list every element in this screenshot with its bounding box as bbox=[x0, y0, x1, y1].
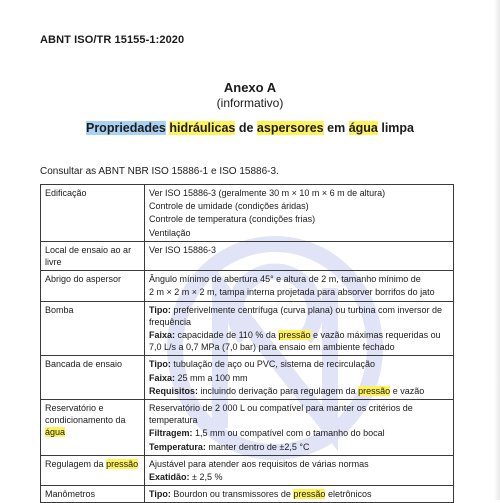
table-row bbox=[41, 400, 454, 456]
field-label: Faixa: bbox=[149, 330, 176, 341]
row-label: Bancada de ensaio bbox=[41, 356, 145, 400]
content-line: Ver ISO 15886-3 bbox=[149, 244, 217, 255]
table-row bbox=[41, 241, 454, 270]
highlighted-term: água bbox=[45, 427, 66, 438]
row-content bbox=[145, 271, 454, 301]
field-label: Tipo: bbox=[149, 304, 171, 315]
row-content bbox=[145, 486, 454, 503]
highlighted-term: pressão bbox=[278, 330, 311, 341]
table-row bbox=[41, 455, 454, 485]
table-row bbox=[41, 486, 454, 503]
row-label: Bomba bbox=[41, 301, 145, 356]
heading-word-highlighted: Propriedades bbox=[85, 121, 166, 135]
intro-paragraph: Consultar as ABNT NBR ISO 15886-1 e ISO 15886-3. bbox=[40, 166, 279, 177]
content-line: Ângulo mínimo de abertura 45° e altura de 2 m, tamanho mínimo de bbox=[149, 274, 421, 285]
row-label: Local de ensaio ao ar livre bbox=[41, 241, 145, 270]
highlighted-term: pressão bbox=[293, 489, 326, 500]
row-content bbox=[145, 241, 454, 270]
content-line: Ver ISO 15886-3 (geralmente 30 m × 10 m × 6 m de altura) bbox=[149, 188, 386, 198]
annex-heading bbox=[0, 121, 500, 135]
content-line bbox=[149, 329, 448, 353]
page-edge-shadow bbox=[494, 0, 500, 500]
content-line bbox=[149, 372, 448, 384]
label-text: Regulagem da bbox=[45, 458, 104, 469]
content-line bbox=[149, 385, 448, 397]
row-label bbox=[41, 400, 145, 456]
content-line: Ventilação bbox=[149, 227, 191, 238]
field-text: eletrônicos bbox=[327, 489, 372, 500]
row-content bbox=[145, 400, 454, 456]
heading-word-highlighted: aspersores bbox=[256, 121, 324, 135]
field-label: Tipo: bbox=[149, 489, 171, 500]
document-code: ABNT ISO/TR 15155-1:2020 bbox=[40, 34, 185, 46]
heading-word: limpa bbox=[381, 121, 415, 135]
table-row bbox=[41, 301, 454, 356]
content-line: Reservatório de 2 000 L ou compatível para manter os critérios de temperatura bbox=[149, 403, 413, 426]
row-content bbox=[145, 185, 454, 242]
field-label: Temperatura: bbox=[149, 441, 206, 452]
requirements-table bbox=[40, 184, 454, 503]
field-label: Tipo: bbox=[149, 359, 171, 370]
field-text: 1,5 mm ou compatível com o tamanho do bocal bbox=[195, 428, 385, 439]
content-line: Ajustável para atender aos requisitos de várias normas bbox=[149, 458, 369, 469]
field-label: Requisitos: bbox=[149, 385, 199, 396]
content-line bbox=[149, 358, 448, 370]
row-label: Manômetros bbox=[41, 486, 145, 503]
annex-title: Anexo A bbox=[223, 80, 277, 95]
heading-word: de bbox=[238, 121, 254, 135]
field-label: Faixa: bbox=[149, 372, 176, 383]
row-label: Abrigo do aspersor bbox=[41, 271, 145, 301]
field-label: Filtragem: bbox=[149, 428, 193, 439]
row-content bbox=[145, 301, 454, 356]
heading-word-highlighted: água bbox=[348, 121, 378, 135]
row-content bbox=[145, 455, 454, 485]
field-text: ± 2,5 % bbox=[192, 472, 223, 483]
content-line bbox=[149, 471, 448, 483]
row-content bbox=[145, 356, 454, 400]
row-label: Edificação bbox=[41, 185, 145, 242]
content-line: Controle de umidade (condições áridas) bbox=[149, 201, 309, 212]
content-line bbox=[149, 427, 448, 439]
table-row bbox=[41, 271, 454, 301]
content-line bbox=[149, 304, 448, 328]
label-text: Reservatório e condicionamento da bbox=[45, 403, 126, 426]
content-line bbox=[149, 488, 448, 500]
row-label bbox=[41, 455, 145, 485]
table-row bbox=[41, 356, 454, 400]
content-line: 2 m × 2 m × 2 m, tampa interna projetada para absorver borrifos do jato bbox=[149, 287, 435, 298]
heading-word-highlighted: hidráulicas bbox=[169, 121, 236, 135]
field-text: manter dentro de ±2,5 °C bbox=[208, 441, 310, 452]
heading-word: em bbox=[327, 121, 346, 135]
highlighted-term: pressão bbox=[358, 385, 391, 396]
field-text: e vazão bbox=[392, 385, 425, 396]
field-text: capacidade de 110 % da bbox=[177, 330, 276, 341]
field-text: e vazão máximas requeridas ou 7,0 L/s a 0,7 MPa (7,0 bar) para ensaio em ambiente fechado bbox=[149, 330, 441, 353]
field-text: 25 mm a 100 mm bbox=[177, 372, 248, 383]
highlighted-term: pressão bbox=[106, 458, 139, 469]
annex-subtitle: (informativo) bbox=[216, 96, 284, 110]
content-line bbox=[149, 441, 448, 453]
field-text: tubulação de aço ou PVC, sistema de recirculação bbox=[173, 359, 375, 370]
field-text: Bourdon ou transmissores de bbox=[173, 489, 291, 500]
content-line: Controle de temperatura (condições frias) bbox=[149, 214, 316, 225]
field-label: Exatidão: bbox=[149, 472, 190, 483]
table-row bbox=[41, 185, 454, 242]
field-text: preferivelmente centrífuga (curva plana) ou turbina com inversor de frequência bbox=[149, 304, 442, 327]
field-text: incluindo derivação para regulagem da bbox=[200, 385, 356, 396]
